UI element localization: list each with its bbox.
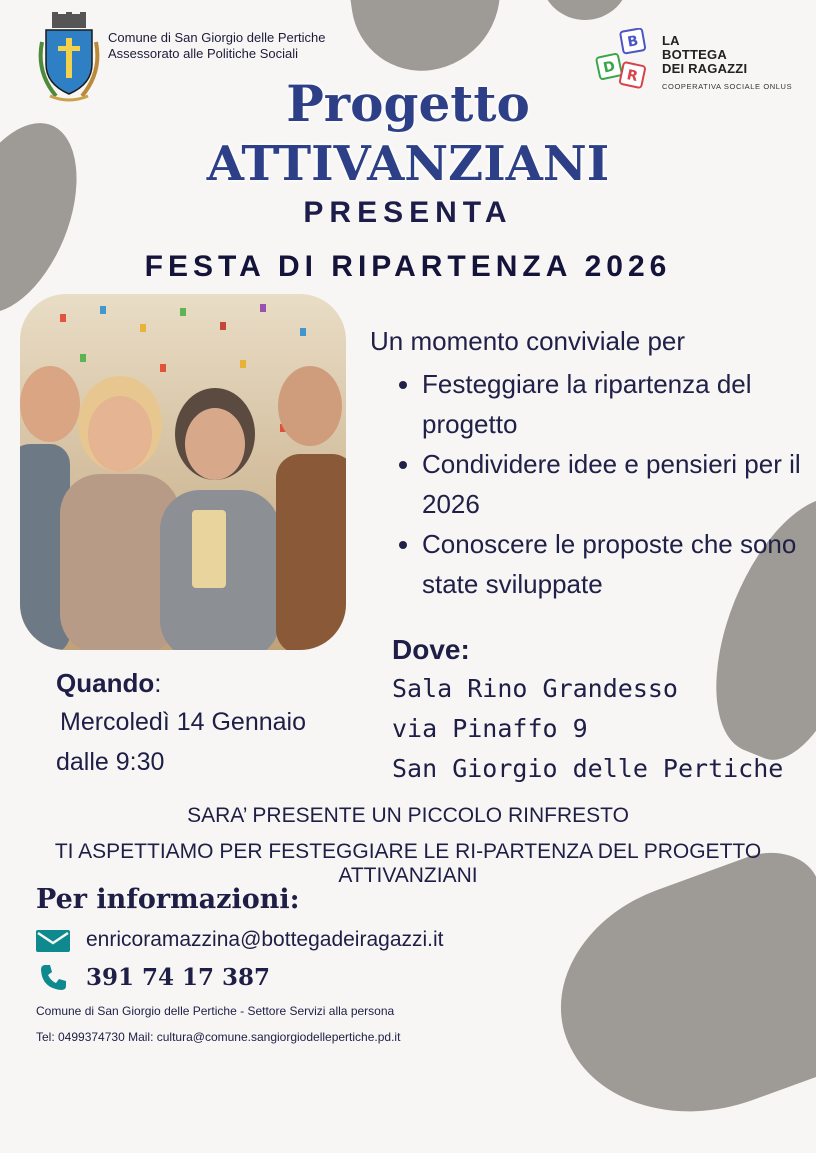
where-heading: Dove: bbox=[392, 634, 470, 665]
contacts-heading: Per informazioni: bbox=[36, 884, 300, 915]
event-title: FESTA DI RIPARTENZA 2026 bbox=[144, 250, 672, 283]
when-heading-colon: : bbox=[154, 668, 162, 698]
bg-blob-top-right bbox=[540, 0, 630, 20]
contact-email-link[interactable]: enricoramazzina@bottegadeiragazzi.it bbox=[86, 928, 444, 951]
list-item: • Conoscere le proposte che sono state sviluppate bbox=[422, 524, 816, 604]
when-date: Mercoledì 14 Gennaio bbox=[60, 708, 306, 736]
title-attivanziani: ATTIVANZIANI bbox=[206, 136, 610, 192]
where-street: via Pinaffo 9 bbox=[392, 714, 588, 743]
title-presenta: PRESENTA bbox=[303, 196, 513, 229]
municipality-name bbox=[108, 30, 326, 62]
logo-block-d: D bbox=[601, 58, 617, 77]
description-intro: Un momento conviviale per bbox=[370, 326, 686, 356]
where-venue: Sala Rino Grandesso bbox=[392, 674, 678, 703]
description-list bbox=[400, 364, 816, 604]
title-project: Progetto bbox=[286, 74, 530, 133]
list-item: • Festeggiare la ripartenza del progetto bbox=[422, 364, 816, 444]
footer-contacts: Tel: 0499374730 Mail: cultura@comune.sangiorgiodellepertiche.pd.it bbox=[36, 1030, 401, 1044]
where-town: San Giorgio delle Pertiche bbox=[392, 754, 784, 783]
when-heading-label: Quando bbox=[56, 668, 155, 698]
event-photo bbox=[20, 294, 346, 650]
phone-icon bbox=[38, 962, 68, 992]
list-item: • Condividere idee e pensieri per il 2026 bbox=[422, 444, 816, 524]
notice-invitation: TI ASPETTIAMO PER FESTEGGIARE LE RI-PARTENZA DEL PROGETTO ATTIVANZIANI bbox=[54, 840, 762, 887]
bg-blob-top bbox=[344, 0, 511, 80]
logo-block-r: R bbox=[625, 67, 640, 85]
partner-logo-name-2: BOTTEGA bbox=[662, 47, 727, 62]
notice-refreshment: SARA’ PRESENTE UN PICCOLO RINFRESTO bbox=[187, 804, 629, 827]
logo-block-b: B bbox=[626, 33, 640, 51]
footer-office: Comune di San Giorgio delle Pertiche - Settore Servizi alla persona bbox=[36, 1004, 395, 1018]
when-time: dalle 9:30 bbox=[56, 748, 165, 776]
municipality-line-2: Assessorato alle Politiche Sociali bbox=[108, 46, 299, 61]
partner-logo-name bbox=[662, 34, 747, 76]
partner-logo-name-3: DEI RAGAZZI bbox=[662, 61, 748, 76]
contact-phone-link[interactable]: 391 74 17 387 bbox=[86, 964, 271, 991]
municipality-line-1: Comune di San Giorgio delle Pertiche bbox=[108, 30, 326, 45]
photo-illustration bbox=[20, 294, 346, 650]
mail-icon bbox=[36, 930, 70, 952]
partner-logo-name-1: LA bbox=[662, 33, 680, 48]
when-heading bbox=[56, 668, 161, 699]
partner-logo-subtitle: COOPERATIVA SOCIALE ONLUS bbox=[662, 82, 793, 91]
